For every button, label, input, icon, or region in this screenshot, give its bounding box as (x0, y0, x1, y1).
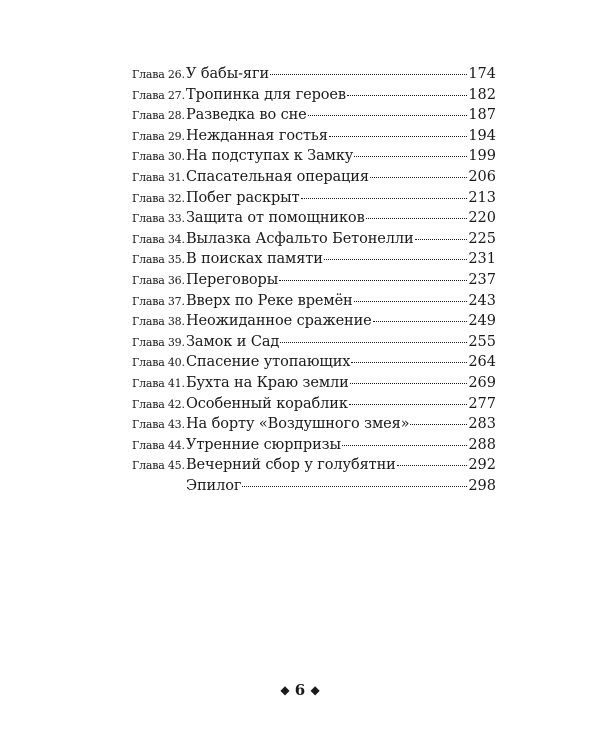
chapter-number: Глава 42. (132, 397, 185, 411)
toc-entry (132, 311, 496, 332)
chapter-number: Глава 38. (132, 315, 185, 329)
chapter-number: Глава 39. (132, 335, 185, 349)
chapter-number: Глава 33. (132, 212, 185, 226)
toc-entry (132, 291, 496, 312)
page-reference: 231 (468, 251, 496, 268)
chapter-number: Глава 29. (132, 129, 185, 143)
chapter-title: Тропинка для героев (186, 86, 346, 103)
page-reference: 220 (468, 210, 496, 227)
toc-entry (132, 414, 496, 435)
dot-leader (415, 239, 468, 240)
dot-leader (397, 465, 468, 466)
diamond-ornament-icon: ◆ (280, 683, 290, 697)
table-of-contents (132, 64, 496, 496)
chapter-number: Глава 44. (132, 438, 185, 452)
toc-entry (132, 455, 496, 476)
toc-entry (132, 85, 496, 106)
toc-entry (132, 105, 496, 126)
toc-entry (132, 64, 496, 85)
chapter-number: Глава 36. (132, 273, 185, 287)
toc-entry (132, 270, 496, 291)
dot-leader (350, 383, 468, 384)
page-reference: 277 (468, 395, 496, 412)
page-reference: 264 (468, 354, 496, 371)
page-reference: 292 (468, 457, 496, 474)
chapter-number: Глава 32. (132, 191, 185, 205)
diamond-ornament-icon: ◆ (310, 683, 320, 697)
dot-leader (354, 156, 467, 157)
dot-leader (280, 342, 467, 343)
toc-entry (132, 208, 496, 229)
toc-entry (132, 394, 496, 415)
page-reference: 174 (468, 66, 496, 82)
toc-entry (132, 352, 496, 373)
chapter-title: Неожиданное сражение (186, 313, 372, 330)
chapter-title: В поисках памяти (186, 251, 323, 268)
chapter-number: Глава 41. (132, 376, 185, 390)
chapter-title: На борту «Воздушного змея» (186, 416, 410, 433)
toc-entry (132, 435, 496, 456)
dot-leader (347, 95, 467, 96)
chapter-number: Глава 34. (132, 232, 185, 246)
chapter-title: Особенный кораблик (186, 395, 348, 412)
page-reference: 187 (468, 107, 496, 124)
toc-entry (132, 188, 496, 209)
dot-leader (329, 136, 468, 137)
chapter-number: Глава 26. (132, 68, 185, 81)
dot-leader (354, 301, 468, 302)
dot-leader (324, 259, 468, 260)
dot-leader (242, 486, 467, 487)
chapter-title: Переговоры (186, 271, 279, 288)
chapter-number: Глава 31. (132, 170, 185, 184)
page-reference: 194 (468, 127, 496, 144)
chapter-title: Защита от помощников (186, 210, 365, 227)
toc-entry (132, 373, 496, 394)
page-reference: 288 (468, 436, 496, 453)
page-reference: 249 (468, 313, 496, 330)
chapter-title: Утренние сюрпризы (186, 436, 341, 453)
dot-leader (410, 424, 467, 425)
page-reference: 243 (468, 292, 496, 309)
page-reference: 182 (468, 86, 496, 103)
chapter-title: Вечерний сбор у голубятни (186, 457, 396, 474)
chapter-title: Вылазка Асфальто Бетонелли (186, 230, 414, 247)
dot-leader (366, 218, 468, 219)
chapter-title: Бухта на Краю земли (186, 374, 349, 391)
dot-leader (370, 177, 467, 178)
dot-leader (279, 280, 467, 281)
chapter-title: Замок и Сад (186, 333, 280, 350)
page-reference: 283 (468, 416, 496, 433)
chapter-number: Глава 30. (132, 150, 185, 164)
chapter-title: Спасательная операция (186, 168, 369, 185)
chapter-number: Глава 45. (132, 459, 185, 473)
chapter-title: Спасение утопающих (186, 354, 351, 371)
dot-leader (270, 74, 467, 75)
dot-leader (349, 404, 468, 405)
page-reference: 206 (468, 168, 496, 185)
page-reference: 237 (468, 271, 496, 288)
toc-entry (132, 249, 496, 270)
page-reference: 225 (468, 230, 496, 247)
toc-entry (132, 167, 496, 188)
chapter-title: Нежданная гостья (186, 127, 328, 144)
chapter-number: Глава 27. (132, 88, 185, 102)
page-reference: 269 (468, 374, 496, 391)
chapter-title: Побег раскрыт (186, 189, 300, 206)
chapter-title: Разведка во сне (186, 107, 307, 124)
page-reference: 213 (468, 189, 496, 206)
page-reference: 255 (468, 333, 496, 350)
toc-entry (132, 126, 496, 147)
chapter-number: Глава 37. (132, 294, 185, 308)
dot-leader (301, 198, 468, 199)
dot-leader (308, 115, 468, 116)
page-reference: 298 (468, 477, 496, 494)
chapter-number: Глава 40. (132, 356, 185, 370)
chapter-title: Эпилог (186, 477, 242, 494)
chapter-number: Глава 35. (132, 253, 185, 267)
page-footer (0, 681, 600, 699)
chapter-number: Глава 28. (132, 109, 185, 123)
dot-leader (342, 445, 467, 446)
dot-leader (373, 321, 468, 322)
page-reference: 199 (468, 148, 496, 165)
toc-entry (132, 476, 496, 497)
toc-entry (132, 229, 496, 250)
dot-leader (351, 362, 467, 363)
chapter-title: На подступах к Замку (186, 148, 354, 165)
page-number: 6 (294, 681, 306, 699)
chapter-title: У бабы-яги (186, 66, 270, 82)
chapter-number: Глава 43. (132, 418, 185, 432)
toc-entry (132, 332, 496, 353)
chapter-title: Вверх по Реке времён (186, 292, 353, 309)
toc-entry (132, 146, 496, 167)
